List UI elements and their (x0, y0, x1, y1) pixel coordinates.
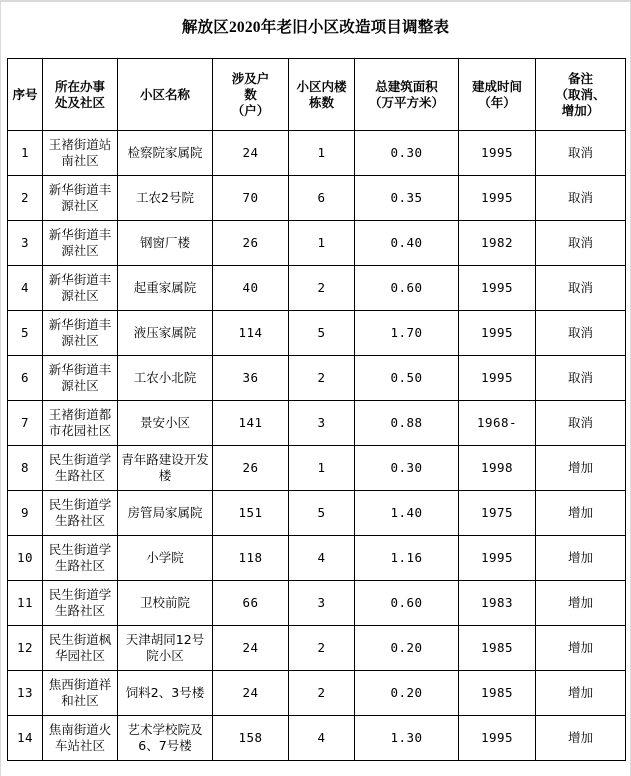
cell-total-area: 0.50 (355, 356, 459, 401)
cell-estate-name: 工农2号院 (118, 176, 213, 221)
cell-households: 158 (213, 716, 289, 761)
cell-remark: 取消 (536, 266, 626, 311)
cell-index: 13 (8, 671, 43, 716)
cell-remark: 取消 (536, 311, 626, 356)
cell-estate-name: 景安小区 (118, 401, 213, 446)
renovation-project-table (7, 58, 625, 761)
cell-build-year: 1968- (459, 401, 536, 446)
cell-households: 40 (213, 266, 289, 311)
column-header-remark: 备注 （取消、 增加） (536, 59, 626, 131)
cell-build-year: 1983 (459, 581, 536, 626)
cell-remark: 增加 (536, 671, 626, 716)
cell-index: 11 (8, 581, 43, 626)
cell-index: 10 (8, 536, 43, 581)
cell-community: 新华街道丰源社区 (43, 311, 118, 356)
cell-build-year: 1975 (459, 491, 536, 536)
table-body (8, 131, 626, 761)
header-row (8, 59, 626, 131)
cell-index: 8 (8, 446, 43, 491)
cell-index: 7 (8, 401, 43, 446)
column-header-households: 涉及户 数 （户） (213, 59, 289, 131)
cell-remark: 取消 (536, 401, 626, 446)
data-table (7, 58, 626, 761)
cell-index: 1 (8, 131, 43, 176)
cell-community: 王褚街道都市花园社区 (43, 401, 118, 446)
cell-households: 114 (213, 311, 289, 356)
cell-index: 9 (8, 491, 43, 536)
table-row (8, 491, 626, 536)
cell-buildings: 3 (289, 581, 355, 626)
cell-buildings: 3 (289, 401, 355, 446)
cell-build-year: 1995 (459, 716, 536, 761)
cell-remark: 增加 (536, 581, 626, 626)
cell-total-area: 0.20 (355, 626, 459, 671)
cell-total-area: 1.40 (355, 491, 459, 536)
cell-remark: 取消 (536, 356, 626, 401)
cell-build-year: 1995 (459, 536, 536, 581)
cell-buildings: 5 (289, 491, 355, 536)
cell-community: 焦南街道火车站社区 (43, 716, 118, 761)
table-row (8, 401, 626, 446)
cell-households: 118 (213, 536, 289, 581)
cell-total-area: 0.30 (355, 131, 459, 176)
cell-remark: 增加 (536, 491, 626, 536)
cell-households: 151 (213, 491, 289, 536)
cell-buildings: 1 (289, 221, 355, 266)
cell-households: 70 (213, 176, 289, 221)
table-row (8, 266, 626, 311)
table-row (8, 626, 626, 671)
cell-estate-name: 艺术学校院及6、7号楼 (118, 716, 213, 761)
cell-index: 6 (8, 356, 43, 401)
cell-community: 新华街道丰源社区 (43, 266, 118, 311)
cell-buildings: 2 (289, 356, 355, 401)
cell-build-year: 1995 (459, 311, 536, 356)
cell-community: 民生街道学生路社区 (43, 491, 118, 536)
cell-build-year: 1982 (459, 221, 536, 266)
cell-buildings: 1 (289, 446, 355, 491)
cell-index: 2 (8, 176, 43, 221)
page-title: 解放区2020年老旧小区改造项目调整表 (181, 19, 450, 36)
cell-buildings: 2 (289, 626, 355, 671)
cell-community: 王褚街道站南社区 (43, 131, 118, 176)
cell-estate-name: 饲料2、3号楼 (118, 671, 213, 716)
cell-estate-name: 卫校前院 (118, 581, 213, 626)
cell-community: 民生街道学生路社区 (43, 536, 118, 581)
column-header-index: 序号 (8, 59, 43, 131)
column-header-buildings: 小区内楼 栋数 (289, 59, 355, 131)
cell-index: 12 (8, 626, 43, 671)
cell-estate-name: 天津胡同12号院小区 (118, 626, 213, 671)
cell-households: 26 (213, 446, 289, 491)
table-row (8, 311, 626, 356)
cell-households: 26 (213, 221, 289, 266)
cell-households: 24 (213, 626, 289, 671)
cell-build-year: 1995 (459, 266, 536, 311)
cell-build-year: 1985 (459, 671, 536, 716)
cell-build-year: 1998 (459, 446, 536, 491)
cell-estate-name: 工农小北院 (118, 356, 213, 401)
column-header-total-area: 总建筑面积 （万平方米） (355, 59, 459, 131)
cell-community: 新华街道丰源社区 (43, 176, 118, 221)
cell-estate-name: 房管局家属院 (118, 491, 213, 536)
table-row (8, 131, 626, 176)
cell-households: 24 (213, 671, 289, 716)
cell-community: 焦西街道祥和社区 (43, 671, 118, 716)
cell-estate-name: 小学院 (118, 536, 213, 581)
cell-remark: 增加 (536, 716, 626, 761)
cell-total-area: 1.30 (355, 716, 459, 761)
cell-index: 5 (8, 311, 43, 356)
cell-buildings: 2 (289, 266, 355, 311)
cell-build-year: 1995 (459, 356, 536, 401)
cell-remark: 取消 (536, 131, 626, 176)
table-row (8, 446, 626, 491)
table-row (8, 581, 626, 626)
cell-remark: 增加 (536, 446, 626, 491)
table-row (8, 176, 626, 221)
cell-estate-name: 青年路建设开发楼 (118, 446, 213, 491)
table-row (8, 221, 626, 266)
cell-total-area: 0.35 (355, 176, 459, 221)
cell-buildings: 5 (289, 311, 355, 356)
table-row (8, 716, 626, 761)
cell-buildings: 2 (289, 671, 355, 716)
cell-index: 3 (8, 221, 43, 266)
cell-total-area: 0.60 (355, 266, 459, 311)
cell-community: 民生街道学生路社区 (43, 581, 118, 626)
table-row (8, 671, 626, 716)
cell-remark: 增加 (536, 626, 626, 671)
cell-buildings: 6 (289, 176, 355, 221)
column-header-build-year: 建成时间 （年） (459, 59, 536, 131)
cell-total-area: 1.16 (355, 536, 459, 581)
cell-build-year: 1995 (459, 131, 536, 176)
cell-remark: 取消 (536, 221, 626, 266)
cell-total-area: 0.30 (355, 446, 459, 491)
cell-total-area: 0.88 (355, 401, 459, 446)
cell-community: 民生街道枫华园社区 (43, 626, 118, 671)
cell-community: 新华街道丰源社区 (43, 221, 118, 266)
cell-index: 14 (8, 716, 43, 761)
cell-buildings: 1 (289, 131, 355, 176)
cell-estate-name: 钢窗厂楼 (118, 221, 213, 266)
cell-households: 141 (213, 401, 289, 446)
cell-households: 66 (213, 581, 289, 626)
cell-remark: 增加 (536, 536, 626, 581)
cell-build-year: 1985 (459, 626, 536, 671)
column-header-estate-name: 小区名称 (118, 59, 213, 131)
cell-remark: 取消 (536, 176, 626, 221)
column-header-community: 所在办事 处及社区 (43, 59, 118, 131)
table-header (8, 59, 626, 131)
cell-build-year: 1995 (459, 176, 536, 221)
cell-index: 4 (8, 266, 43, 311)
cell-estate-name: 液压家属院 (118, 311, 213, 356)
cell-total-area: 1.70 (355, 311, 459, 356)
cell-community: 新华街道丰源社区 (43, 356, 118, 401)
cell-estate-name: 检察院家属院 (118, 131, 213, 176)
cell-households: 36 (213, 356, 289, 401)
cell-total-area: 0.20 (355, 671, 459, 716)
cell-community: 民生街道学生路社区 (43, 446, 118, 491)
cell-total-area: 0.40 (355, 221, 459, 266)
table-row (8, 536, 626, 581)
table-row (8, 356, 626, 401)
cell-total-area: 0.60 (355, 581, 459, 626)
cell-households: 24 (213, 131, 289, 176)
cell-buildings: 4 (289, 716, 355, 761)
cell-buildings: 4 (289, 536, 355, 581)
cell-estate-name: 起重家属院 (118, 266, 213, 311)
